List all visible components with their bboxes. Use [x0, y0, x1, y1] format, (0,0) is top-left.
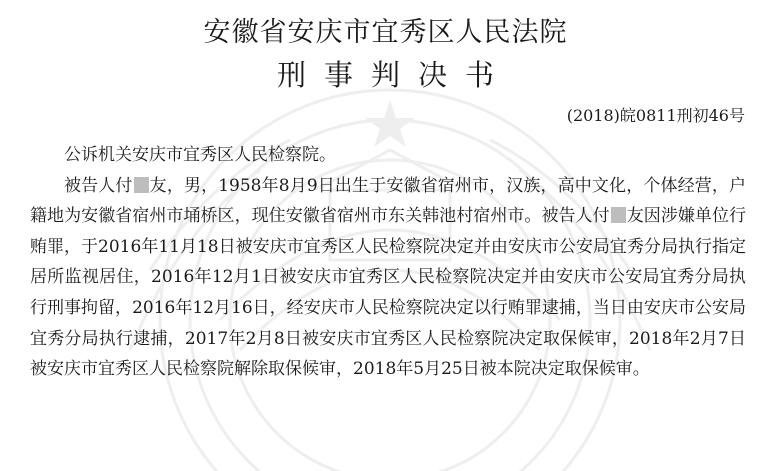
defendant-paragraph: [30, 171, 746, 385]
detention-details: 友因涉嫌单位行贿罪，于2016年11月18日被安庆市宜秀区人民检察院决定并由安庆市公安局宜秀分局执行指定居所监视居住，2016年12月1日被安庆市宜秀区人民检察院决定并由安庆市公安局宜秀分局执行刑事拘留，2016年12月16日，经安庆市人民检察院决定以行贿罪逮捕，当日由安庆市公安局宜秀分局执行逮捕，2017年2月8日被安庆市宜秀区人民检察院决定取保候审，2018年2月7日被安庆市宜秀区人民检察院解除取保候审，2018年5月25日被本院决定取保候审。: [30, 206, 747, 380]
defendant-details: 友，男，1958年8月9日出生于安徽省宿州市，汉族，高中文化，个体经营，户籍地为安徽省宿州市埇桥区，现住安徽省宿州市东关韩池村宿州市。被告人付: [30, 175, 746, 227]
redaction-block: [134, 177, 149, 193]
defendant-prefix: 被告人付: [64, 175, 133, 196]
judgment-body: [30, 140, 746, 385]
court-name: 安徽省安庆市宜秀区人民法院: [203, 17, 568, 48]
prosecutor-paragraph: 公诉机关安庆市宜秀区人民检察院。: [64, 145, 336, 165]
case-number: (2018)皖0811刑初46号: [566, 106, 745, 125]
document-title: 刑事判决书: [276, 58, 512, 92]
redaction-block: [611, 207, 626, 223]
